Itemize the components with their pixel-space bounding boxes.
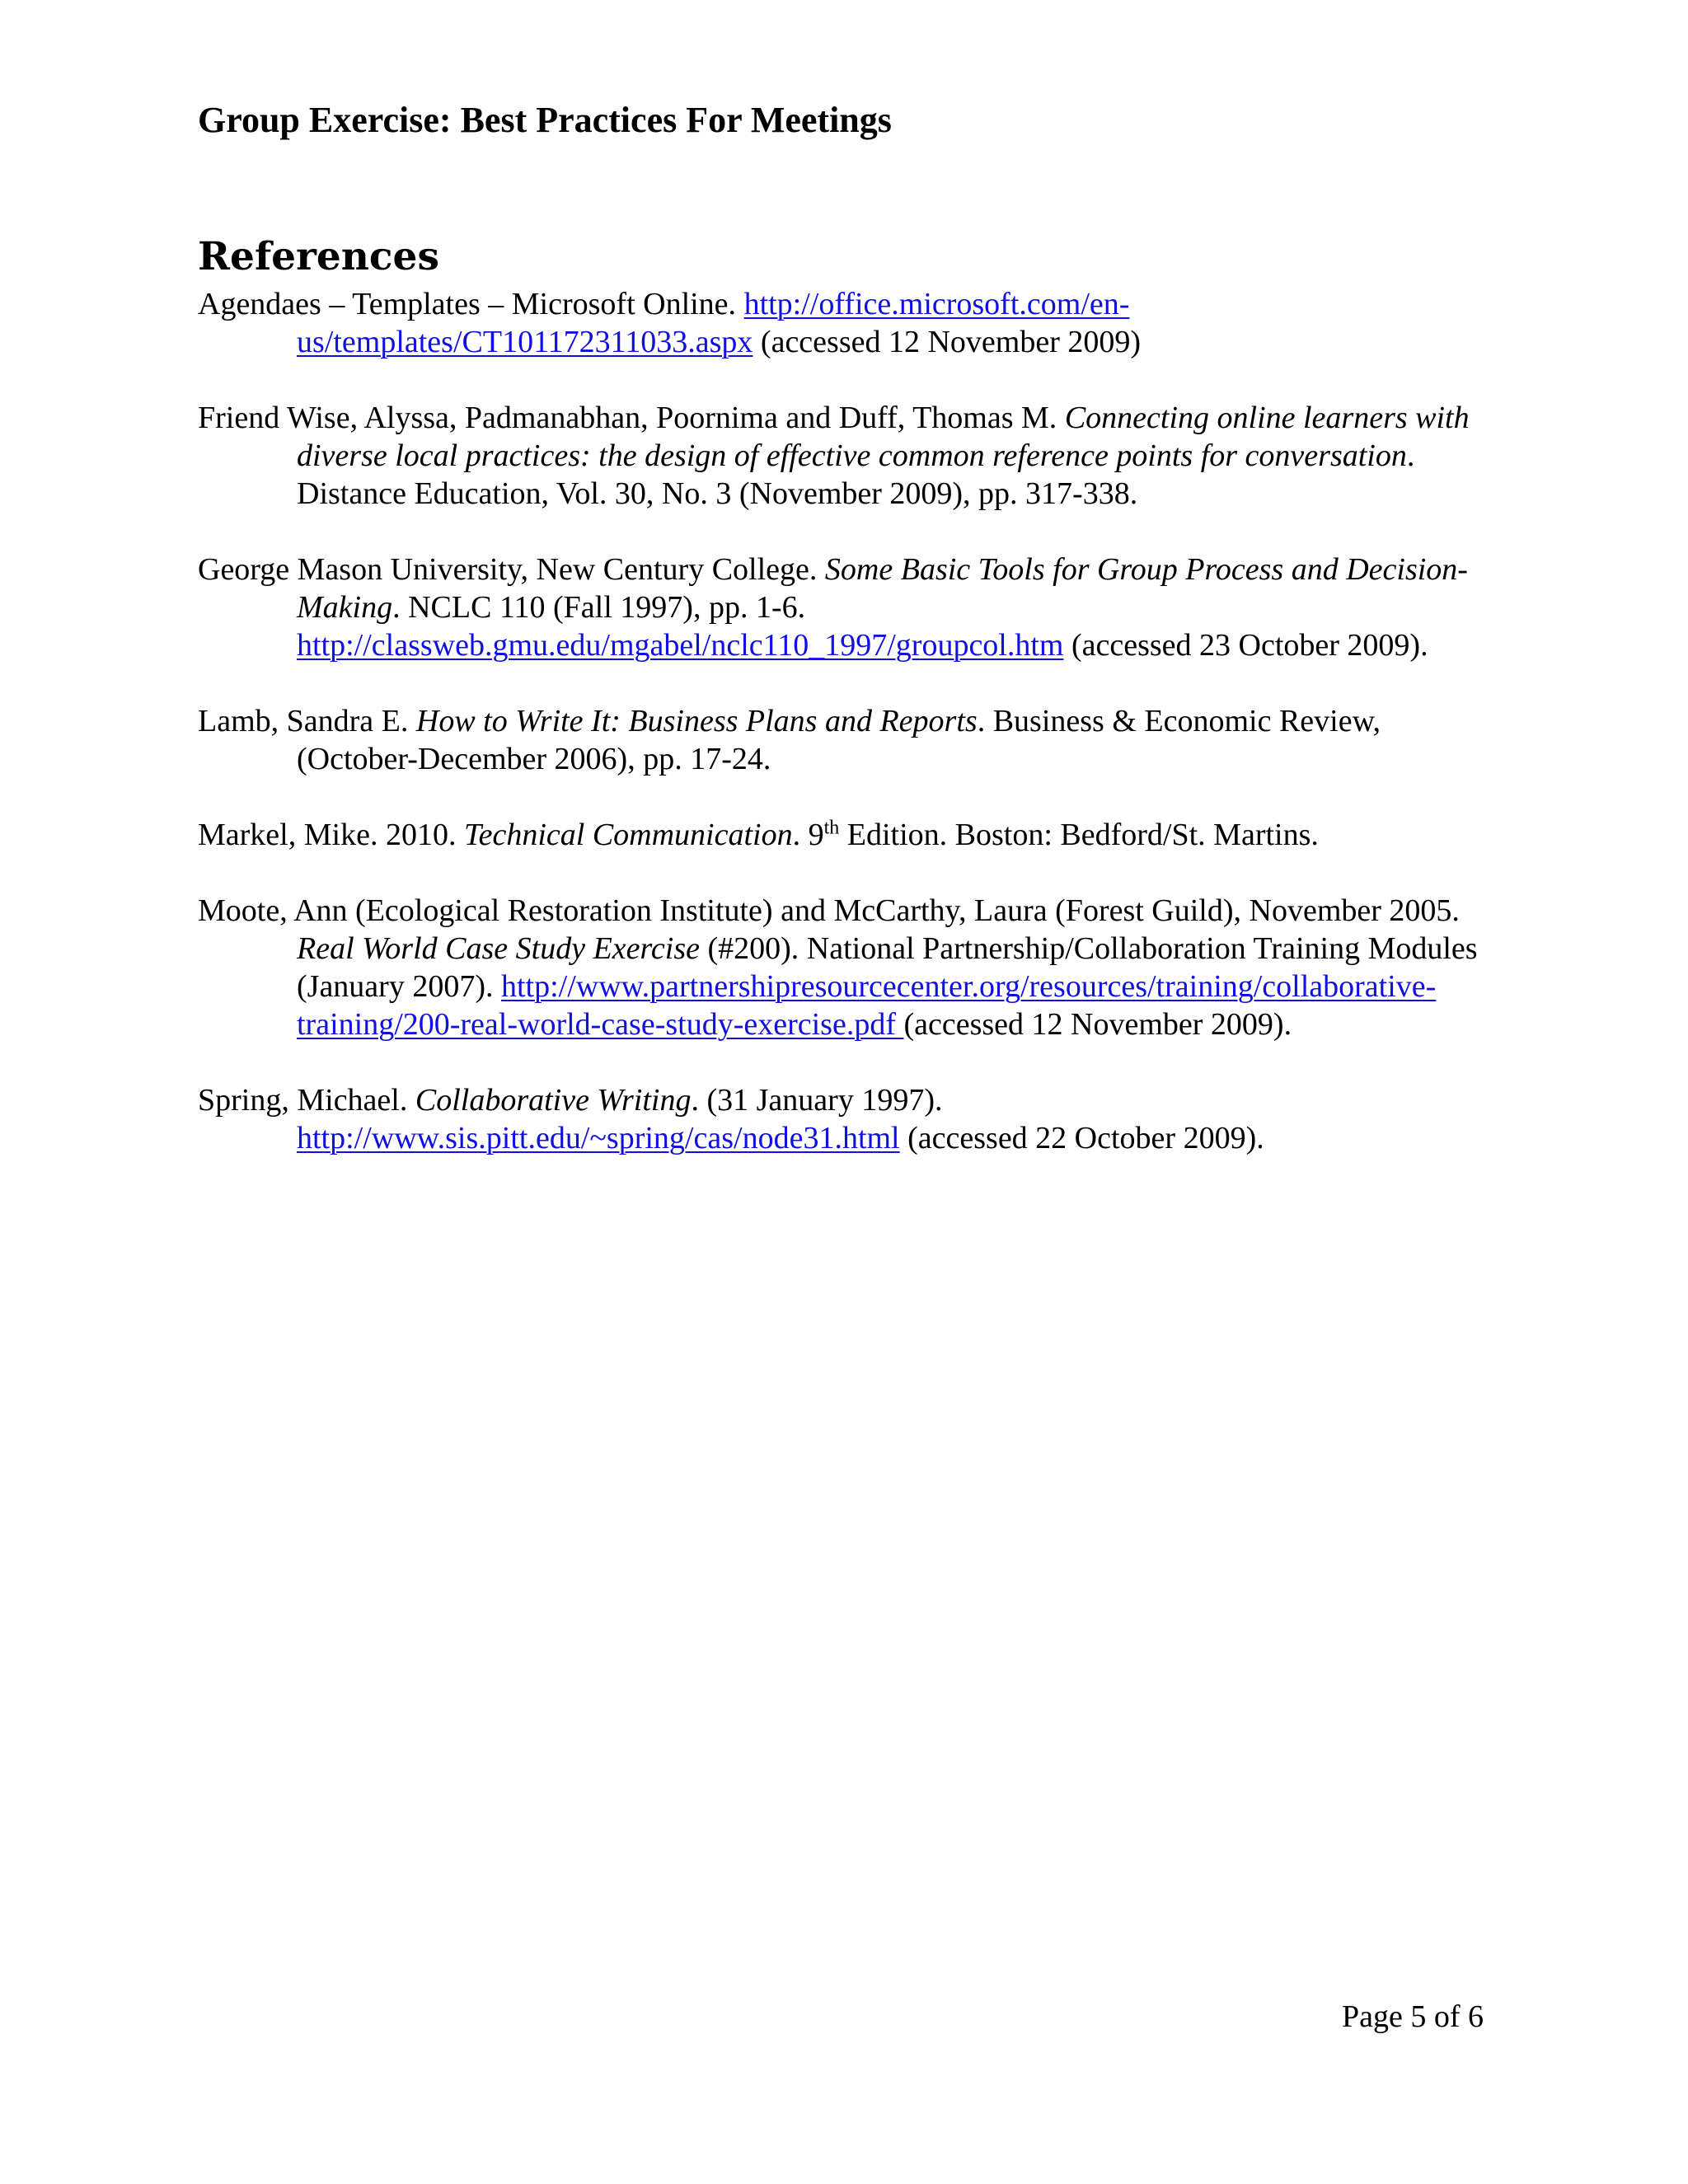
- reference-text: Spring, Michael.: [198, 1083, 415, 1118]
- reference-link[interactable]: http://office.microsoft.com/en-us/templates/CT101172311033.aspx: [297, 287, 1130, 359]
- reference-list: [198, 285, 1484, 1157]
- page-number: Page 5 of 6: [1341, 1999, 1484, 2034]
- reference-link[interactable]: http://www.sis.pitt.edu/~spring/cas/node31.html: [297, 1121, 900, 1155]
- reference-text: Moote, Ann (Ecological Restoration Institute) and McCarthy, Laura (Forest Guild), November 2005.: [198, 893, 1460, 928]
- reference-text: Lamb, Sandra E.: [198, 704, 416, 738]
- reference-text: (accessed 12 November 2009): [753, 325, 1142, 359]
- reference-text: (#200). National Partnership/Collaboration Training Modules (January 2007).: [297, 931, 1478, 1004]
- reference-text: (accessed 22 October 2009).: [899, 1121, 1264, 1155]
- ordinal-superscript: th: [823, 817, 840, 839]
- reference-item-friend-wise: [198, 399, 1484, 513]
- reference-title: How to Write It: Business Plans and Reports: [415, 704, 978, 738]
- reference-text: . (31 January 1997).: [691, 1083, 943, 1118]
- reference-link[interactable]: http://www.partnershipresourcecenter.org/resources/training/collaborative-training/200-real-world-case-study-exercise.pdf: [297, 969, 1437, 1042]
- reference-item-moote: [198, 892, 1484, 1043]
- reference-link[interactable]: http://classweb.gmu.edu/mgabel/nclc110_1997/groupcol.htm: [297, 628, 1064, 663]
- reference-item-agendaes: [198, 285, 1484, 361]
- reference-item-markel: [198, 816, 1484, 854]
- reference-title: Technical Communication: [463, 818, 793, 852]
- reference-text: Agendaes – Templates – Microsoft Online.: [198, 287, 744, 321]
- reference-text: George Mason University, New Century College.: [198, 552, 825, 587]
- reference-item-spring: [198, 1081, 1484, 1157]
- reference-text: Friend Wise, Alyssa, Padmanabhan, Poornima and Duff, Thomas M.: [198, 401, 1065, 435]
- reference-text: Markel, Mike. 2010.: [198, 818, 464, 852]
- reference-item-lamb: [198, 702, 1484, 778]
- reference-title: Some Basic Tools for Group Process and Decision-Making: [297, 552, 1468, 625]
- document-header-title: Group Exercise: Best Practices For Meetings: [198, 100, 892, 140]
- reference-text: . Distance Education, Vol. 30, No. 3 (November 2009), pp. 317-338.: [297, 438, 1415, 511]
- reference-text: . 9: [792, 818, 824, 852]
- reference-text: . NCLC 110 (Fall 1997), pp. 1-6.: [392, 590, 806, 625]
- reference-item-george-mason: [198, 551, 1484, 664]
- reference-title: Connecting online learners with diverse local practices: the design of effective common reference points for conversation: [297, 401, 1470, 473]
- reference-text: Edition. Boston: Bedford/St. Martins.: [839, 818, 1319, 852]
- reference-text: (accessed 12 November 2009).: [903, 1007, 1292, 1042]
- reference-text: . Business & Economic Review, (October-December 2006), pp. 17-24.: [297, 704, 1381, 776]
- references-heading: References: [198, 234, 439, 279]
- reference-title: Real World Case Study Exercise: [297, 931, 700, 966]
- reference-text: (accessed 23 October 2009).: [1063, 628, 1428, 663]
- reference-title: Collaborative Writing: [415, 1083, 692, 1118]
